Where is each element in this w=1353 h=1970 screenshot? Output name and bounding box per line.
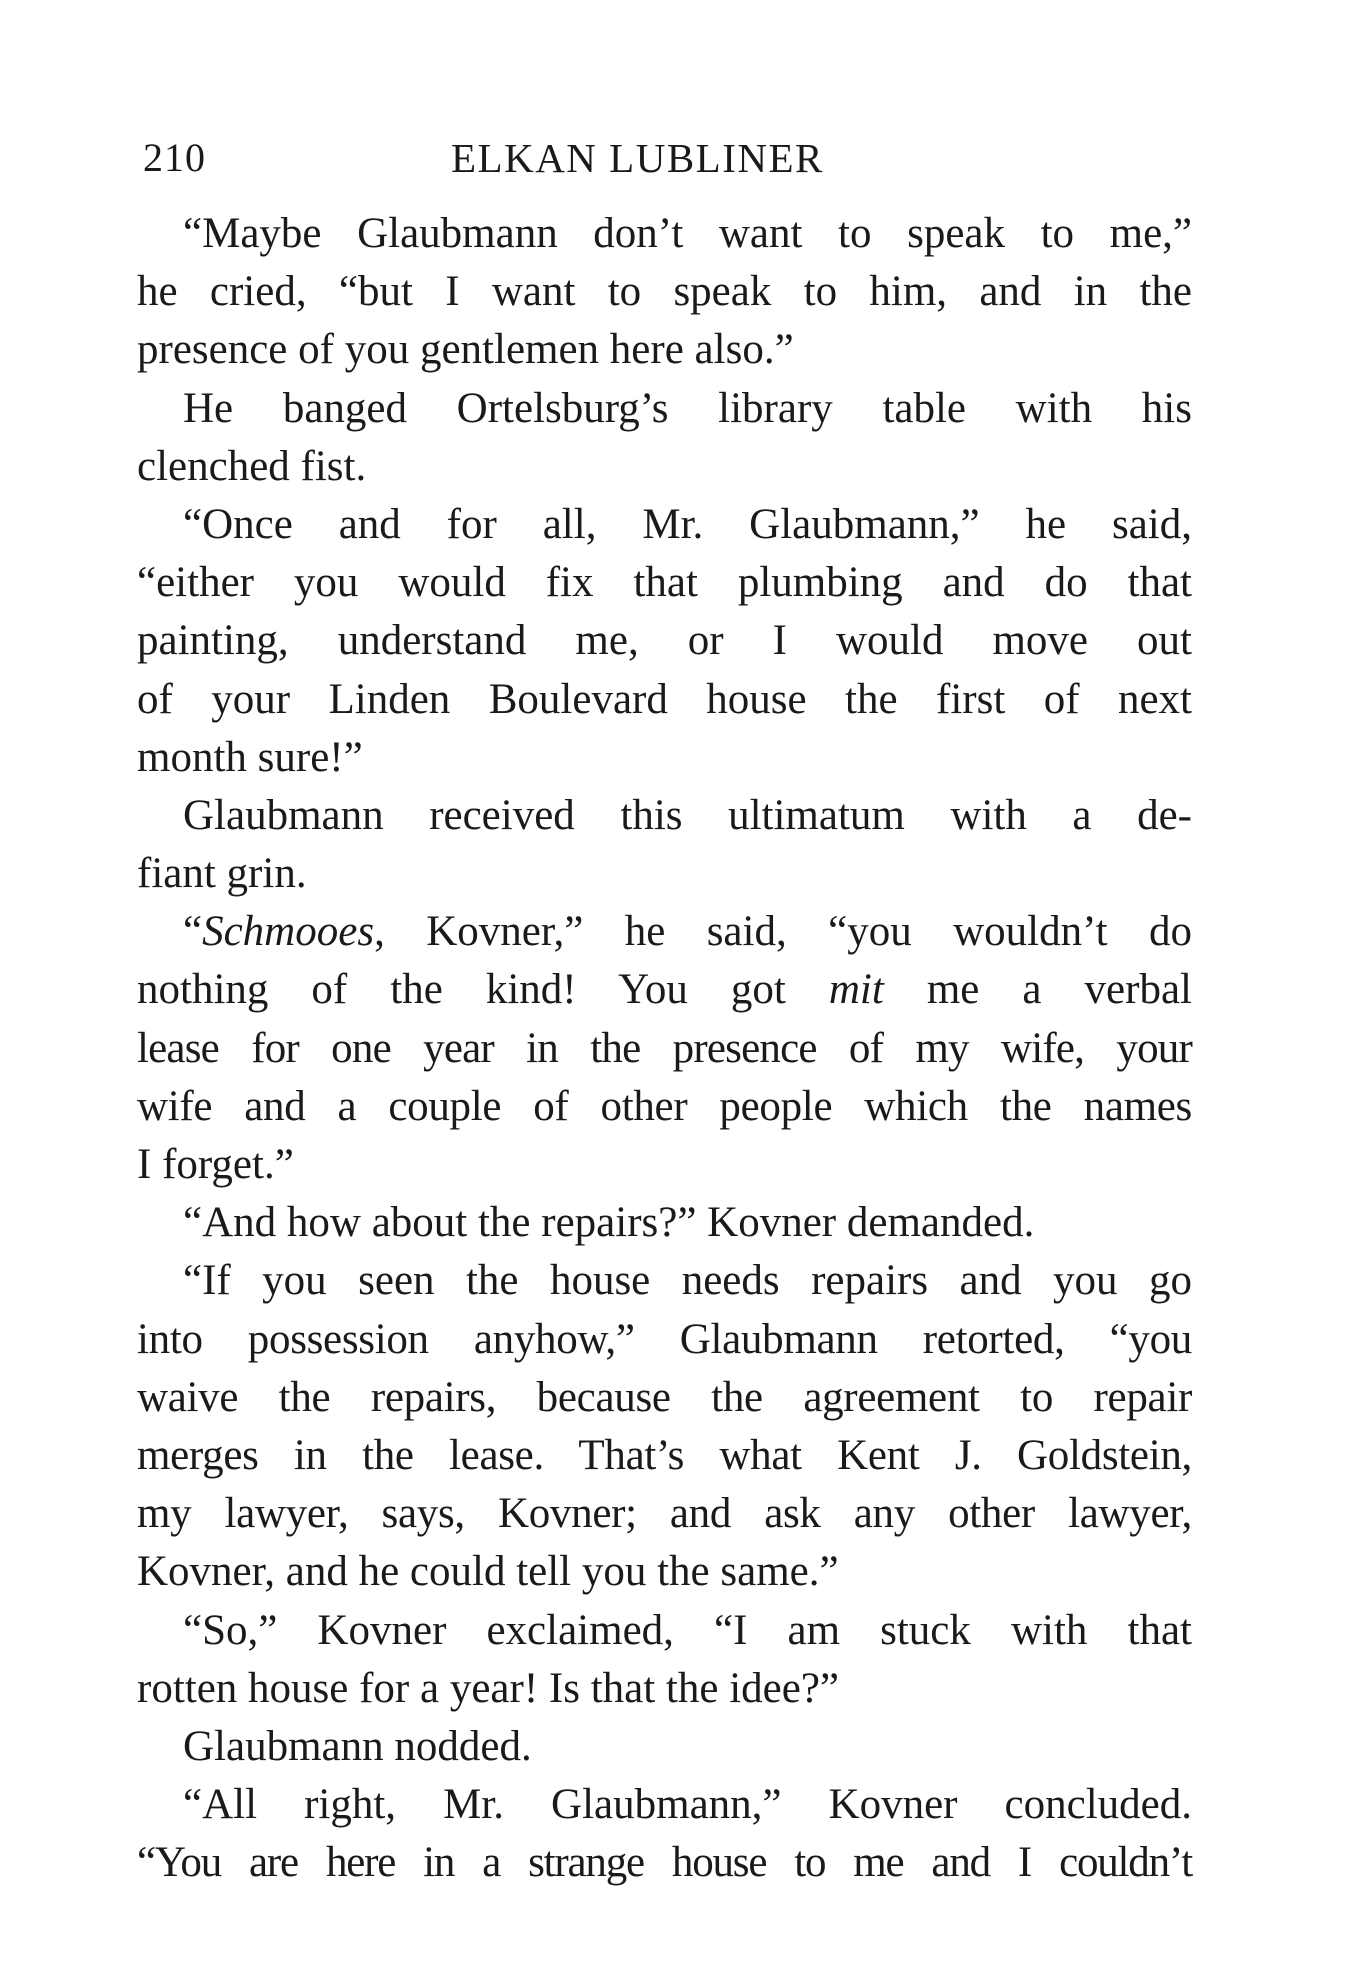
text-line-5: clenched fist. (137, 442, 367, 490)
text-line-8: painting, understand me, or I would move out (137, 617, 1192, 665)
text-line-7: “either you would fix that plumbing and do that (137, 559, 1192, 607)
text-line-29: “You are here in a strange house to me and I couldn’t (137, 1839, 1192, 1887)
text-line-24: Kovner, and he could tell you the same.” (137, 1548, 839, 1596)
text-line-9: of your Linden Boulevard house the first of next (137, 675, 1192, 723)
text-line-21: waive the repairs, because the agreement to repair (137, 1373, 1192, 1421)
text-line-22: merges in the lease. That’s what Kent J. Goldstein, (137, 1431, 1192, 1479)
text-line-20: into possession anyhow,” Glaubmann retorted, “you (137, 1315, 1192, 1363)
text-line-27: Glaubmann nodded. (183, 1722, 532, 1770)
text-line-6: “Once and for all, Mr. Glaubmann,” he said, (183, 500, 1192, 548)
text-line-11: Glaubmann received this ultimatum with a de- (183, 791, 1192, 839)
running-head (137, 128, 1187, 188)
italic-word: mit (828, 966, 884, 1014)
page-number: 210 (143, 135, 206, 180)
text-line-14: nothing of the kind! You got mit me a verbal (137, 966, 1192, 1014)
text-line-25: “So,” Kovner exclaimed, “I am stuck with that (183, 1606, 1192, 1654)
italic-word: Schmooes (202, 908, 375, 956)
text-line-12: fiant grin. (137, 850, 307, 898)
text-line-10: month sure!” (137, 733, 363, 781)
text-line-3: presence of you gentlemen here also.” (137, 326, 794, 374)
running-title: ELKAN LUBLINER (451, 135, 824, 181)
text-line-13: “Schmooes, Kovner,” he said, “you wouldn’t do (183, 908, 1192, 956)
text-line-15: lease for one year in the presence of my wife, your (137, 1024, 1192, 1072)
text-line-1: “Maybe Glaubmann don’t want to speak to me,” (183, 210, 1192, 257)
text-line-28: “All right, Mr. Glaubmann,” Kovner concluded. (183, 1781, 1192, 1829)
text-line-18: “And how about the repairs?” Kovner demanded. (183, 1199, 1035, 1247)
text-line-19: “If you seen the house needs repairs and you go (183, 1257, 1192, 1305)
text-line-4: He banged Ortelsburg’s library table with his (183, 384, 1192, 432)
body-text (137, 205, 1192, 1892)
text-line-16: wife and a couple of other people which the names (137, 1082, 1192, 1130)
text-line-17: I forget.” (137, 1141, 294, 1188)
text-line-26: rotten house for a year! Is that the idee?” (137, 1664, 840, 1712)
text-line-23: my lawyer, says, Kovner; and ask any other lawyer, (137, 1490, 1192, 1538)
text-line-2: he cried, “but I want to speak to him, and in the (137, 268, 1192, 316)
